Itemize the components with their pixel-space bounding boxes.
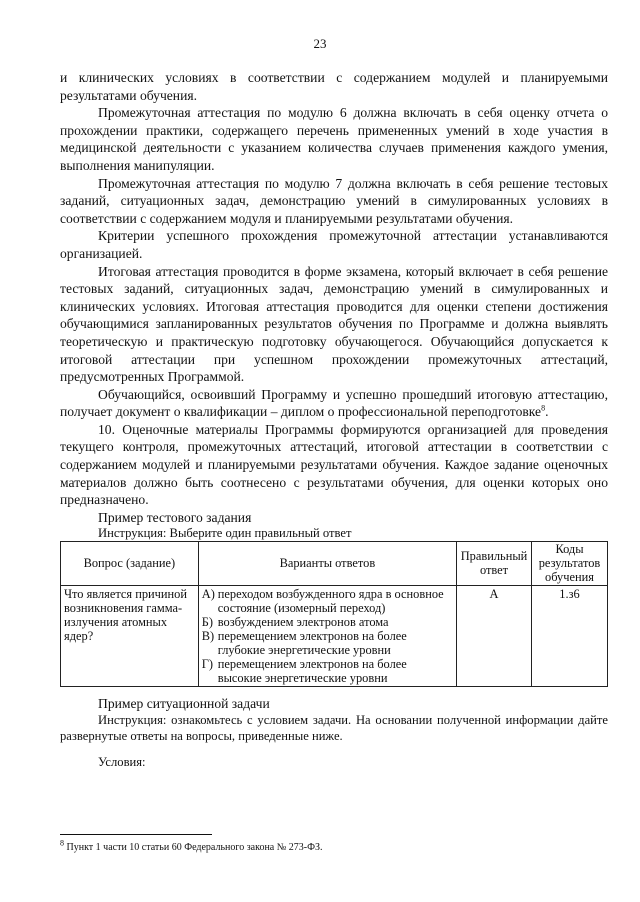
footnote: [60, 838, 323, 854]
test-instruction: Инструкция: Выберите один правильный ответ: [98, 525, 352, 540]
option-letter: А): [201, 586, 215, 601]
answer-option-b: [202, 615, 453, 629]
paragraph-module-7: Промежуточная аттестация по модулю 7 должна включать в себя решение тестовых заданий, ситуационных задач, демонстрацию умений в симулированных условиях в соответствии с содержанием модуля и планируемыми результатами обучения.: [60, 175, 608, 226]
option-text: переходом возбужденного ядра в основное состояние (изомерный переход): [217, 586, 444, 615]
paragraph-criteria: Критерии успешного прохождения промежуточной аттестации устанавливаются организацией.: [60, 228, 608, 261]
option-letter: Г): [201, 656, 214, 671]
conditions-label: Условия:: [98, 754, 146, 769]
footnote-reference: 8: [541, 403, 546, 413]
option-letter: Б): [201, 614, 213, 629]
page-body: [60, 69, 608, 770]
answer-option-a: [202, 587, 453, 615]
option-text: перемещением электронов на более глубокие энергетические уровни: [217, 628, 407, 657]
paragraph-continuation: и клинических условиях в соответствии с содержанием модулей и планируемыми результатами обучения.: [60, 70, 608, 103]
paragraph-final-attestation: Итоговая аттестация проводится в форме экзамена, который включает в себя решение тестовых заданий, ситуационных задач, демонстрацию умений в симулированных и клинических условиях. Итоговая аттестация проводится для оценки степени достижения обучающимися запланированных результатов обучения по Программе и должна выявлять теоретическую и практическую подготовку обучающегося. Обучающийся допускается к итоговой аттестации при успешном прохождении промежуточных аттестаций, предусмотренных Программой.: [60, 263, 608, 385]
header-question: Вопрос (задание): [61, 541, 199, 585]
header-correct-answer: Правильный ответ: [457, 541, 532, 585]
paragraph-diploma: Обучающийся, освоивший Программу и успешно прошедший итоговую аттестацию, получает документ о квалификации – диплом о профессиональной переподготовке$^8$.: [60, 386, 608, 420]
test-table: [60, 541, 608, 687]
answer-option-d: [202, 657, 453, 685]
test-example-heading: Пример тестового задания: [98, 509, 252, 525]
paragraph-assessment-materials: 10. Оценочные материалы Программы формируются организацией для проведения текущего контроля, промежуточных аттестаций, итоговой аттестации в соответствии с содержанием модулей и планируемыми результатами обучения. Каждое задание оценочных материалов должно быть соотнесено с результатами обучения, для оценки которых оно предназначено.: [60, 421, 608, 508]
option-text: перемещением электронов на более высокие энергетические уровни: [217, 656, 407, 685]
paragraph-module-6: Промежуточная аттестация по модулю 6 должна включать в себя оценку отчета о прохождении практики, содержащего перечень примененных умений в ходе участия в медицинской деятельности с указанием количества случаев применения каждого умения, выполнения манипуляции.: [60, 105, 608, 173]
footnote-separator: [60, 834, 212, 835]
option-text: возбуждением электронов атома: [217, 614, 389, 629]
option-letter: В): [201, 628, 215, 643]
diploma-text: Обучающийся, освоивший Программу и успешно прошедший итоговую аттестацию, получает документ о квалификации – диплом о профессиональной переподготовке: [60, 386, 608, 420]
header-result-codes: Коды результатов обучения: [532, 541, 608, 585]
header-options: Варианты ответов: [198, 541, 456, 585]
result-code-cell: 1.з6: [532, 585, 608, 686]
situational-instruction: Инструкция: ознакомьтесь с условием задачи. На основании полученной информации дайте развернутые ответы на вопросы, приведенные ниже.: [60, 712, 608, 743]
footnote-text: Пункт 1 части 10 статьи 60 Федерального закона № 273-ФЗ.: [66, 842, 323, 853]
test-table-header-row: [61, 541, 608, 585]
test-table-row: [61, 585, 608, 686]
footnote-number: 8: [60, 838, 64, 848]
situational-heading: Пример ситуационной задачи: [98, 695, 270, 711]
correct-answer-cell: А: [457, 585, 532, 686]
answer-option-c: [202, 629, 453, 657]
options-cell: [198, 585, 456, 686]
question-text: Что является причиной возникновения гамма-излучения атомных ядер?: [64, 586, 188, 643]
page-number: 23: [313, 36, 327, 51]
question-cell: [61, 585, 199, 686]
